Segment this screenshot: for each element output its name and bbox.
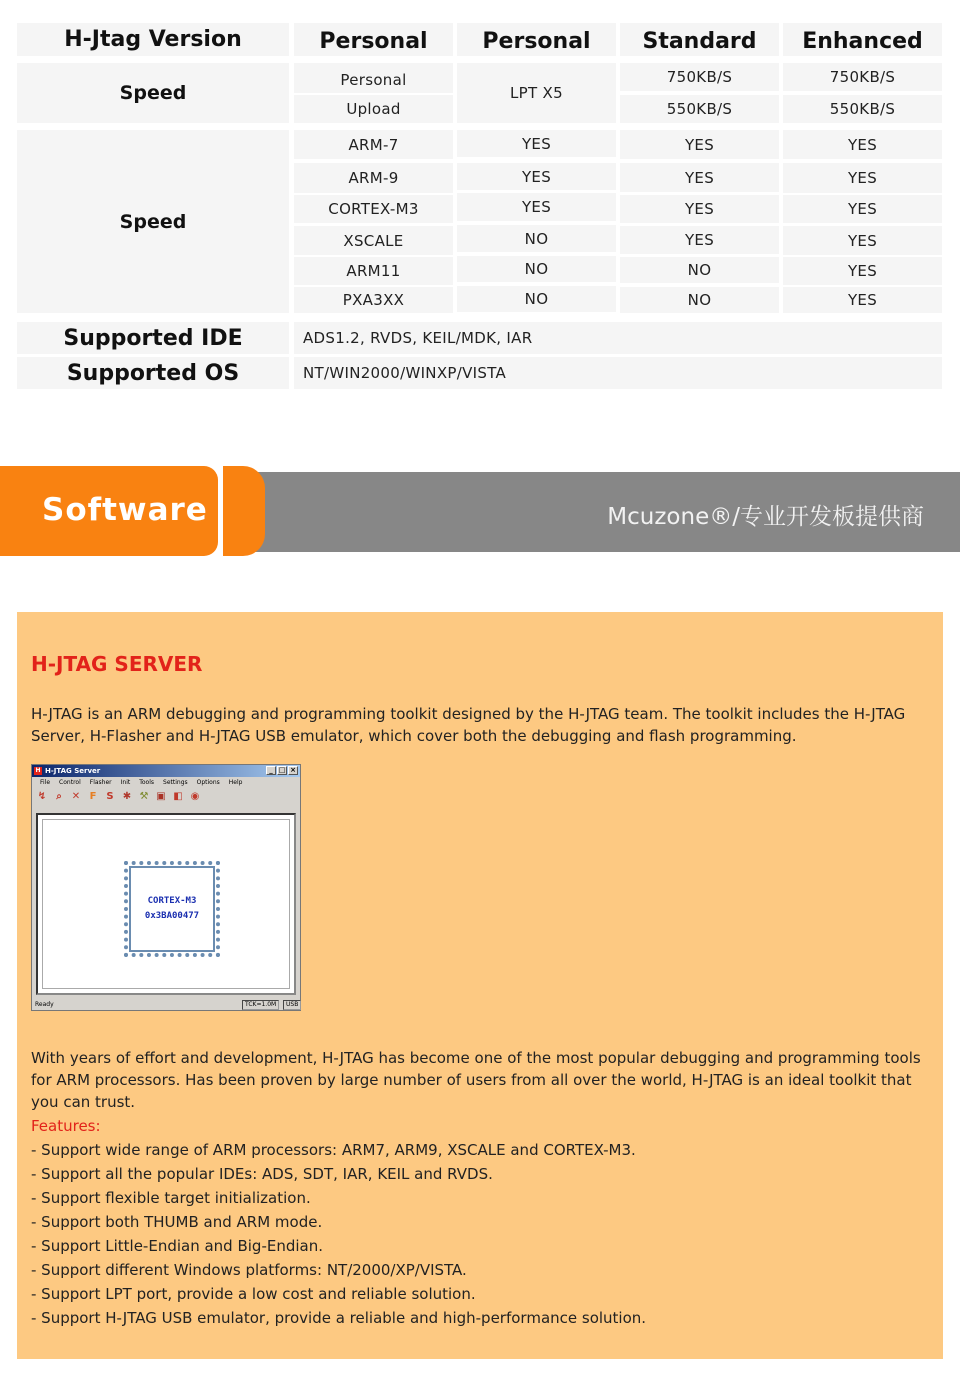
menu-item: Init [120, 779, 131, 786]
core-personal: YES [457, 130, 616, 157]
usb-indicator: USB [283, 1000, 301, 1010]
core-name: PXA3XX [294, 287, 453, 313]
core-name: ARM-7 [294, 130, 453, 159]
enhanced-speed-1: 750KB/S [783, 63, 942, 91]
enhanced-speed-2: 550KB/S [783, 95, 942, 123]
banner-brand: Mcuzone®/专业开发板提供商 [607, 504, 924, 530]
window-statusbar [32, 999, 300, 1010]
core-standard: YES [620, 130, 779, 159]
core-enhanced: YES [783, 130, 942, 159]
close-icon: × [288, 766, 298, 775]
core-name: ARM-9 [294, 163, 453, 193]
speed-row-personal: Personal [294, 63, 453, 93]
window-toolbar [36, 791, 201, 803]
features-label: Features: [31, 1117, 101, 1135]
description-paragraph: With years of effort and development, H-JTAG has become one of the most popular debugging and programming tools for ARM processors. Has been proven by large number of users from all over the world, H-JTAG is an ideal toolkit that you can trust. [31, 1049, 921, 1111]
banner-orange-accent [223, 466, 265, 556]
core-personal: YES [457, 163, 616, 190]
feature-item: - Support Little-Endian and Big-Endian. [31, 1237, 324, 1255]
help-icon: ◉ [190, 791, 200, 802]
header-personal-1: Personal [294, 23, 453, 56]
window-title: H-JTAG Server [45, 767, 101, 775]
chip-icon: ▣ [156, 791, 166, 802]
feature-item: - Support flexible target initialization. [31, 1189, 311, 1207]
intro-paragraph: H-JTAG is an ARM debugging and programming toolkit designed by the H-JTAG team. The toolkit includes the H-JTAG Server, H-Flasher and H-JTAG USB emulator, which cover both the debugging and flash programming. [31, 705, 906, 745]
header-enhanced: Enhanced [783, 23, 942, 56]
core-standard: YES [620, 226, 779, 254]
section-banner [0, 466, 960, 556]
core-enhanced: YES [783, 226, 942, 255]
hjtag-server-screenshot [31, 764, 301, 1011]
ide-label: Supported IDE [17, 322, 289, 354]
ide-value: ADS1.2, RVDS, KEIL/MDK, IAR [294, 322, 942, 354]
header-version: H-Jtag Version [17, 23, 289, 56]
core-personal: NO [457, 256, 616, 282]
menu-item: Help [228, 779, 243, 786]
speed-label: Speed [17, 63, 289, 123]
close-icon: ✕ [71, 791, 81, 802]
core-enhanced: YES [783, 195, 942, 223]
feature-item: - Support both THUMB and ARM mode. [31, 1213, 323, 1231]
feature-item: - Support wide range of ARM processors: ARM7, ARM9, XSCALE and CORTEX-M3. [31, 1141, 636, 1159]
script-icon: S [106, 791, 114, 802]
chip-name: CORTEX-M3 [147, 896, 197, 906]
menu-item: Settings [163, 779, 188, 786]
core-standard: YES [620, 163, 779, 192]
core-name: XSCALE [294, 226, 453, 255]
menu-item: Options [196, 779, 220, 786]
speed-row-upload: Upload [294, 95, 453, 123]
lpt-value: LPT X5 [457, 63, 616, 123]
standard-speed-2: 550KB/S [620, 95, 779, 123]
feature-item: - Support H-JTAG USB emulator, provide a reliable and high-performance solution. [31, 1309, 647, 1327]
settings-icon: ✱ [122, 791, 132, 802]
core-name: ARM11 [294, 257, 453, 285]
chip-id: 0x3BA00477 [144, 911, 200, 921]
section-title: H-JTAG SERVER [31, 652, 203, 676]
core-personal: YES [457, 193, 616, 221]
menu-item: File [40, 779, 51, 786]
core-personal: NO [457, 225, 616, 252]
core-standard: NO [620, 257, 779, 283]
flasher-icon: F [89, 791, 97, 802]
connect-icon: ↯ [37, 791, 47, 802]
content-panel [17, 612, 943, 1359]
support-label: Speed [17, 130, 289, 313]
minimize-icon: _ [266, 766, 276, 775]
menu-item: Control [59, 779, 81, 786]
core-personal: NO [457, 286, 616, 312]
window-titlebar [32, 765, 300, 777]
chip-icon [129, 866, 215, 952]
core-name: CORTEX-M3 [294, 195, 453, 223]
features-list [31, 1114, 931, 1330]
core-standard: YES [620, 195, 779, 223]
os-value: NT/WIN2000/WINXP/VISTA [294, 357, 942, 389]
window-controls [266, 766, 298, 775]
feature-item: - Support all the popular IDEs: ADS, SDT, IAR, KEIL and RVDS. [31, 1165, 493, 1183]
banner-title: Software [42, 492, 208, 528]
chip-view [42, 819, 290, 989]
tck-readout: TCK=1.0M [242, 1000, 279, 1010]
menu-item: Tools [139, 779, 155, 786]
search-icon: ⌕ [56, 791, 62, 802]
standard-speed-1: 750KB/S [620, 63, 779, 91]
feature-item: - Support different Windows platforms: NT/2000/XP/VISTA. [31, 1261, 467, 1279]
menu-item: Flasher [89, 779, 112, 786]
status-text: Ready [35, 1001, 54, 1008]
tool-icon: ⚒ [139, 791, 149, 802]
maximize-icon: □ [278, 766, 286, 774]
core-enhanced: YES [783, 257, 942, 285]
window-client-area [36, 813, 296, 995]
options-icon: ◧ [173, 791, 183, 802]
core-enhanced: YES [783, 163, 942, 193]
app-logo-icon: H [35, 767, 41, 774]
core-enhanced: YES [783, 287, 942, 313]
header-standard: Standard [620, 23, 779, 56]
core-standard: NO [620, 287, 779, 313]
feature-item: - Support LPT port, provide a low cost and reliable solution. [31, 1285, 476, 1303]
header-personal-2: Personal [457, 23, 616, 56]
os-label: Supported OS [17, 357, 289, 389]
window-menubar [40, 778, 242, 788]
